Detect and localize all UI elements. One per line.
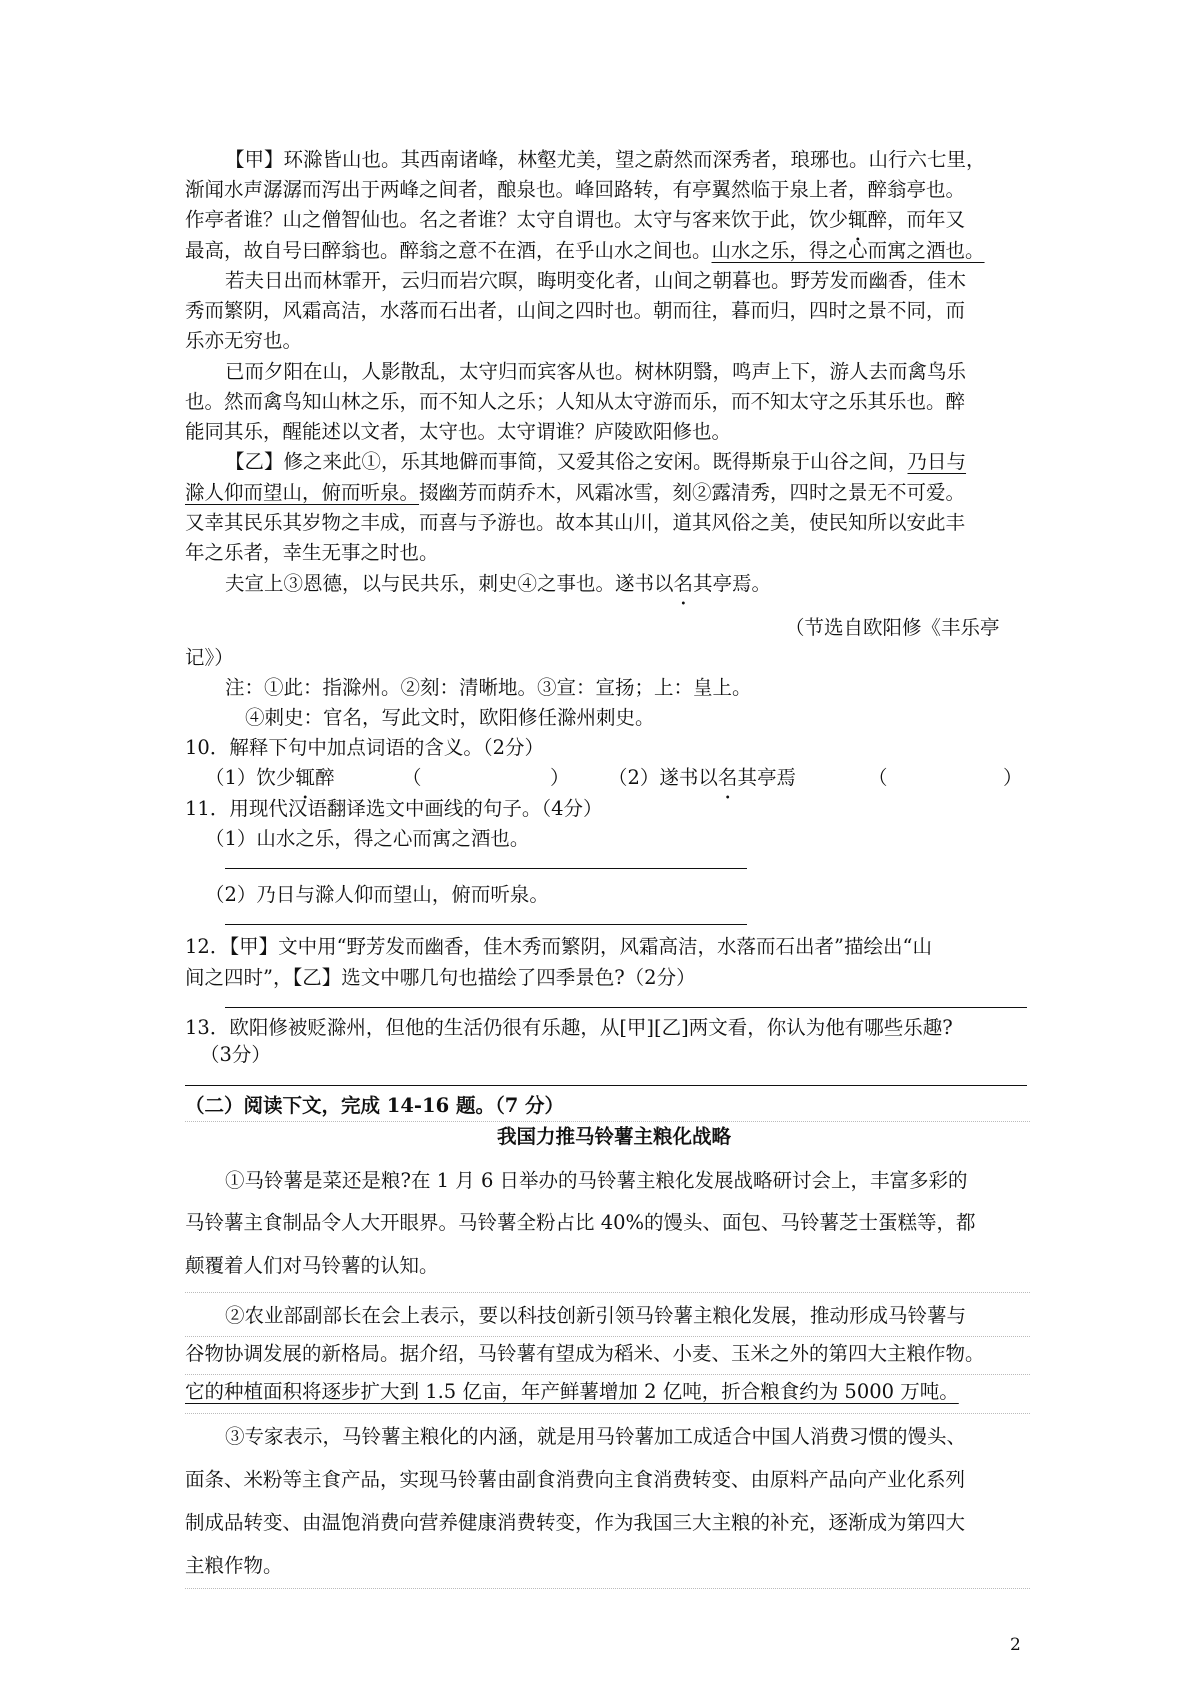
- article-line: ③专家表示，马铃薯主粮化的内涵，就是用马铃薯加工成适合中国人消费习惯的馒头、: [225, 1425, 967, 1448]
- passage-b-line: [225, 569, 771, 599]
- text-run: 掇幽芳而荫乔木，风霜冰雪，刻②露清秀，四时之景无不可爱。: [419, 481, 966, 504]
- page-number: 2: [1010, 1635, 1021, 1655]
- text-run: 其亭焉: [737, 766, 796, 789]
- text-run: 醉，而年又: [867, 208, 966, 231]
- passage-a-line: 渐闻水声潺潺而泻出于两峰之间者，酿泉也。峰回路转，有亭翼然临于泉上者，醉翁亭也。: [185, 178, 966, 201]
- dotted-separator: [185, 1374, 1030, 1375]
- answer-line[interactable]: [225, 1007, 1027, 1008]
- article-line: 谷物协调发展的新格局。据介绍，马铃薯有望成为稻米、小麦、玉米之外的第四大主粮作物。: [185, 1342, 985, 1365]
- passage-a-line: 【甲】环滁皆山也。其西南诸峰，林壑尤美，望之蔚然而深秀者，琅琊也。山行六七里，: [225, 148, 986, 171]
- question-10-stem: 10．解释下句中加点词语的含义。（2分）: [185, 736, 544, 759]
- text-run: 醉: [314, 766, 335, 789]
- text-run: 最高，故自号曰醉翁也。醉翁之意不在酒，在乎山水之间也。: [185, 239, 712, 262]
- question-11-sentence-1: （1）山水之乐，得之心而寓之酒也。: [205, 827, 530, 850]
- text-run: （1）饮少: [205, 766, 296, 789]
- dotted-char: 辄: [295, 766, 315, 789]
- text-run: 【乙】修之来此①，乐其地僻而事简，又爱其俗之安闲。既得斯泉于山谷之间，: [225, 450, 908, 473]
- article-line: 面条、米粉等主食产品，实现马铃薯由副食消费向主食消费转变、由原料产品向产业化系列: [185, 1468, 966, 1491]
- article-line: 制成品转变、由温饱消费向营养健康消费转变，作为我国三大主粮的补充，逐渐成为第四大: [185, 1511, 966, 1534]
- passage-a-line: 已而夕阳在山，人影散乱，太守归而宾客从也。树林阴翳，鸣声上下，游人去而禽鸟乐: [225, 360, 967, 383]
- text-run: 作亭者谁？山之僧智仙也。名之者谁？太守自谓也。太守与客来饮于此，饮少: [185, 208, 849, 231]
- dotted-char: 名: [673, 572, 694, 595]
- passage-b-line: [185, 478, 965, 508]
- answer-line[interactable]: [225, 924, 747, 925]
- dotted-separator: [185, 1336, 1030, 1337]
- passage-b-line: 又幸其民乐其岁物之丰成，而喜与予游也。故本其山川，道其风俗之美，使民知所以安此丰: [185, 511, 966, 534]
- dotted-separator: [185, 1413, 1030, 1414]
- article-line: ①马铃薯是菜还是粮?在 1 月 6 日举办的马铃薯主粮化发展战略研讨会上，丰富多彩的: [225, 1169, 968, 1192]
- underlined-sentence: 乃日与: [907, 450, 967, 473]
- underlined-sentence: 山水之乐，得之心而寓之酒也。: [711, 239, 985, 262]
- passage-a-line: 秀而繁阴，风霜高洁，水落而石出者，山间之四时也。朝而往，暮而归，四时之景不同，而: [185, 299, 966, 322]
- article-line: 颠覆着人们对马铃薯的认知。: [185, 1254, 439, 1277]
- question-13-line: （3分）: [200, 1043, 271, 1066]
- passage-a-line: 乐亦无穷也。: [185, 329, 303, 352]
- source-citation: 记》）: [185, 646, 234, 669]
- text-run: 其亭焉。: [693, 572, 772, 595]
- passage-b-line: [225, 447, 966, 477]
- underlined-sentence: 它的种植面积将逐步扩大到 1.5 亿亩，年产鲜薯增加 2 亿吨，折合粮食约为 5000 万吨。: [185, 1380, 959, 1403]
- dotted-char: 辄: [848, 208, 868, 231]
- passage-a-line: [185, 236, 985, 266]
- article-line: 主粮作物。: [185, 1554, 283, 1577]
- passage-b-line: 年之乐者，幸生无事之时也。: [185, 541, 439, 564]
- dotted-separator: [185, 1588, 1030, 1589]
- footnote: ④刺史：官名，写此文时，欧阳修任滁州刺史。: [245, 706, 655, 729]
- text-run: （2）遂书以: [608, 766, 718, 789]
- answer-blank-close: ）: [550, 766, 570, 789]
- answer-blank-open[interactable]: （: [402, 766, 422, 789]
- answer-blank-close: ）: [1003, 766, 1023, 789]
- question-11-sentence-2: （2）乃日与滁人仰而望山，俯而听泉。: [205, 883, 549, 906]
- answer-line[interactable]: [225, 868, 747, 869]
- footnote: 注：①此：指滁州。②刻：清晰地。③宣：宣扬；上：皇上。: [225, 676, 752, 699]
- passage-a-line: 能同其乐，醒能述以文者，太守也。太守谓谁？庐陵欧阳修也。: [185, 420, 732, 443]
- source-citation: （节选自欧阳修《丰乐亭: [785, 616, 1000, 639]
- article-title: 我国力推马铃薯主粮化战略: [497, 1125, 732, 1148]
- article-line: ②农业部副部长在会上表示，要以科技创新引领马铃薯主粮化发展，推动形成马铃薯与: [225, 1304, 967, 1327]
- section-heading: （二）阅读下文，完成 14-16 题。（7 分）: [185, 1094, 565, 1117]
- question-10-item-2: [608, 763, 796, 793]
- dotted-separator: [185, 1292, 1030, 1293]
- passage-a-line: 也。然而禽鸟知山林之乐，而不知人之乐；人知从太守游而乐，而不知太守之乐其乐也。醉: [185, 390, 966, 413]
- question-12-line: 12．【甲】文中用“野芳发而幽香，佳木秀而繁阴，风霜高洁，水落而石出者”描绘出“山: [185, 935, 932, 958]
- passage-a-line: 若夫日出而林霏开，云归而岩穴暝，晦明变化者，山间之朝暮也。野芳发而幽香，佳木: [225, 269, 967, 292]
- answer-blank-open[interactable]: （: [868, 766, 888, 789]
- question-11-stem: 11．用现代汉语翻译选文中画线的句子。（4分）: [185, 797, 603, 820]
- passage-a-line: [185, 205, 965, 235]
- dotted-char: 名: [717, 766, 738, 789]
- underlined-sentence: 滁人仰而望山，俯而听泉。: [185, 481, 420, 504]
- question-10-item-1: [205, 763, 334, 793]
- question-12-line: 间之四时”，【乙】选文中哪几句也描绘了四季景色?（2分）: [185, 966, 696, 989]
- question-13-line: 13．欧阳修被贬滁州，但他的生活仍很有乐趣，从[甲][乙]两文看，你认为他有哪些乐趣?: [185, 1016, 953, 1039]
- text-run: 夫宣上③恩德，以与民共乐，刺史④之事也。遂书以: [225, 572, 674, 595]
- answer-line[interactable]: [185, 1085, 1027, 1086]
- article-line: 马铃薯主食制品令人大开眼界。马铃薯全粉占比 40%的馒头、面包、马铃薯芝士蛋糕等，都: [185, 1211, 976, 1234]
